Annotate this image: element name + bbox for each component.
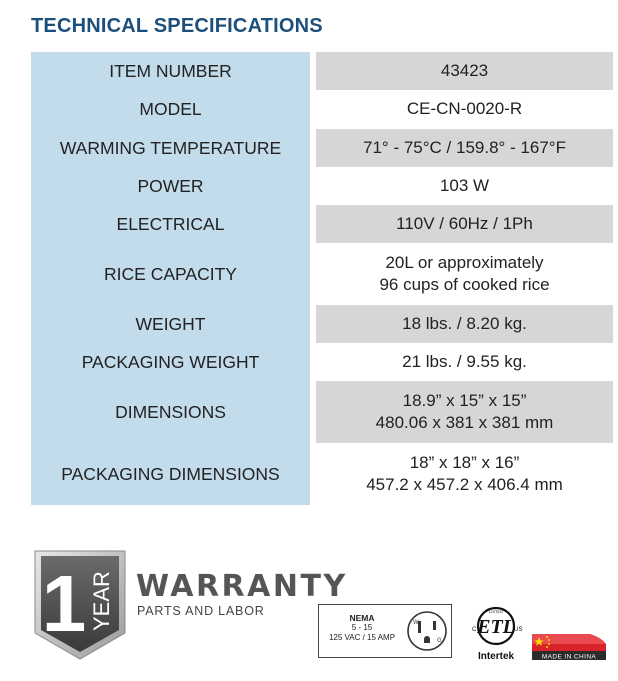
spec-row-item-number [31, 52, 613, 90]
nema-rating-box [318, 604, 452, 658]
spec-value-text: 103 W [439, 176, 490, 195]
etl-listed-label: LISTED [488, 609, 504, 614]
svg-text:ETL: ETL [477, 616, 515, 638]
spec-value-text: 20L or approximately [385, 253, 544, 272]
warranty-unit: YEAR [89, 571, 114, 631]
spec-value [316, 129, 613, 167]
etl-us-label: US [514, 627, 523, 633]
spec-row-weight [31, 305, 613, 343]
spec-value-text: 43423 [440, 61, 489, 80]
origin-label: MADE IN CHINA [541, 653, 597, 661]
spec-value-text: 480.06 x 381 x 381 mm [375, 413, 554, 432]
outlet-w-label: W [413, 620, 419, 626]
spec-value [316, 305, 613, 343]
spec-value-text: CE-CN-0020-R [406, 99, 523, 118]
spec-value [316, 343, 613, 381]
nema-title: NEMA [349, 613, 375, 623]
warranty-word: WARRANTY [136, 569, 348, 604]
spec-label: WARMING TEMPERATURE [59, 137, 282, 158]
spec-label: ITEM NUMBER [109, 60, 232, 81]
spec-label: PACKAGING DIMENSIONS [61, 463, 280, 484]
spec-value [316, 381, 613, 443]
spec-value-text: 96 cups of cooked rice [379, 275, 550, 294]
nema-rating: 125 VAC / 15 AMP [328, 633, 396, 642]
warranty-subtitle: PARTS AND LABOR [137, 604, 265, 618]
warranty-number: 1 [41, 559, 87, 648]
outlet-g-label: G [437, 638, 442, 644]
spec-table [31, 52, 613, 505]
spec-label: WEIGHT [135, 313, 206, 334]
etl-c-label: C [472, 627, 477, 633]
spec-value-text: 110V / 60Hz / 1Ph [396, 214, 533, 233]
spec-value [316, 205, 613, 243]
page-title: TECHNICAL SPECIFICATIONS [31, 15, 323, 37]
spec-label: DIMENSIONS [115, 401, 226, 422]
intertek-label: Intertek [477, 651, 515, 662]
spec-row-rice-capacity [31, 243, 613, 305]
spec-row-power [31, 167, 613, 205]
spec-value [316, 243, 613, 305]
spec-label: RICE CAPACITY [104, 263, 237, 284]
spec-row-warming-temperature [31, 129, 613, 167]
spec-row-packaging-dimensions [31, 443, 613, 505]
spec-row-model [31, 90, 613, 128]
spec-label: PACKAGING WEIGHT [81, 351, 260, 372]
spec-value [316, 52, 613, 90]
spec-label: ELECTRICAL [116, 213, 225, 234]
spec-label: POWER [137, 175, 204, 196]
spec-row-electrical [31, 205, 613, 243]
spec-value-text: 21 lbs. / 9.55 kg. [402, 352, 527, 371]
spec-row-packaging-weight [31, 343, 613, 381]
spec-value-text: 18.9” x 15” x 15” [402, 391, 527, 410]
china-flag-icon [530, 630, 608, 662]
spec-value-text: 71° - 75°C / 159.8° - 167°F [363, 138, 566, 157]
spec-value-text: 18 lbs. / 8.20 kg. [402, 314, 527, 333]
spec-value-text: 457.2 x 457.2 x 406.4 mm [366, 475, 563, 494]
spec-value [316, 167, 613, 205]
etl-listed-icon [467, 601, 525, 663]
nema-type: 5 - 15 [351, 623, 373, 632]
warranty-badge-icon [31, 545, 129, 663]
spec-row-dimensions [31, 381, 613, 443]
spec-value-text: 18” x 18” x 16” [409, 453, 520, 472]
outlet-icon [405, 609, 449, 653]
spec-value [316, 90, 613, 128]
nema-text [319, 613, 405, 643]
spec-value [316, 443, 613, 505]
spec-label: MODEL [139, 98, 202, 119]
